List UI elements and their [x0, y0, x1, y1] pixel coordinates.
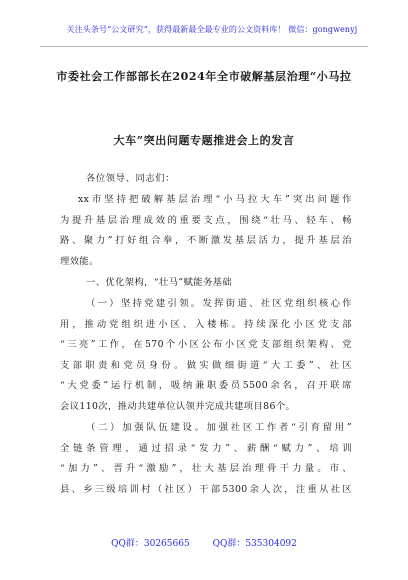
document-title-line-1: 市委社会工作部部长在2024年全市破解基层治理“小马拉 — [56, 70, 352, 83]
text-line: 会议110次，推动共建单位认领并完成共建项目86个。 — [60, 400, 296, 412]
text-line: “大党委”运行机制，吸纳兼职委员5500余名，召开联席 — [60, 380, 352, 392]
text-line: “三亮”工作，在570个小区公布小区党支部组织架构、党 — [60, 339, 352, 351]
qq-group-2: QQ群：535304092 — [212, 539, 297, 549]
text-line: 一、优化架构，“壮马”赋能务基础 — [86, 277, 233, 288]
text-line: 全链条管理，通过招录“发力”、薪酬“赋力”、培训 — [60, 442, 352, 454]
text-line: “加力”、晋升“激励”，壮大基层治理骨干力量。市、 — [60, 463, 352, 475]
text-line: 支部职责和党员身份。做实做细街道“大工委”、社区 — [60, 359, 352, 371]
text-line: 为提升基层治理成效的重要支点，围绕“壮马、轻车、畅 — [60, 214, 352, 226]
paragraph-party-building — [60, 294, 352, 418]
header-divider — [40, 46, 368, 47]
text-line: （二）加强队伍建设。加强社区工作者“引育留用” — [86, 422, 352, 433]
text-line: xx市坚持把破解基层治理“小马拉大车”突出问题作 — [78, 194, 352, 205]
text-line: 县、乡三级培训村（社区）干部5300余人次，注重从社区 — [60, 483, 352, 495]
greeting: 各位领导、同志们： — [86, 173, 176, 184]
text-line: （一）坚持党建引领。发挥街道、社区党组织核心作 — [86, 298, 352, 309]
header-notice: 关注头条号“公文研究”，获得最新最全最专业的公文资料库！ 微信：gongwenyj — [66, 25, 358, 34]
section-heading-1 — [60, 273, 352, 294]
footer-contacts — [0, 536, 408, 549]
text-line: 理效能。 — [60, 255, 99, 267]
qq-group-1: QQ群：30265665 — [111, 539, 190, 549]
paragraph-intro — [60, 190, 352, 272]
text-line: 路、聚力”打好组合拳，不断激发基层活力，提升基层治 — [60, 235, 352, 247]
document-title-line-2: 大车”突出问题专题推进会上的发言 — [113, 134, 295, 147]
paragraph-team-building — [60, 418, 352, 500]
text-line: 用，推动党组织进小区、入楼栋。持续深化小区党支部 — [60, 318, 352, 330]
